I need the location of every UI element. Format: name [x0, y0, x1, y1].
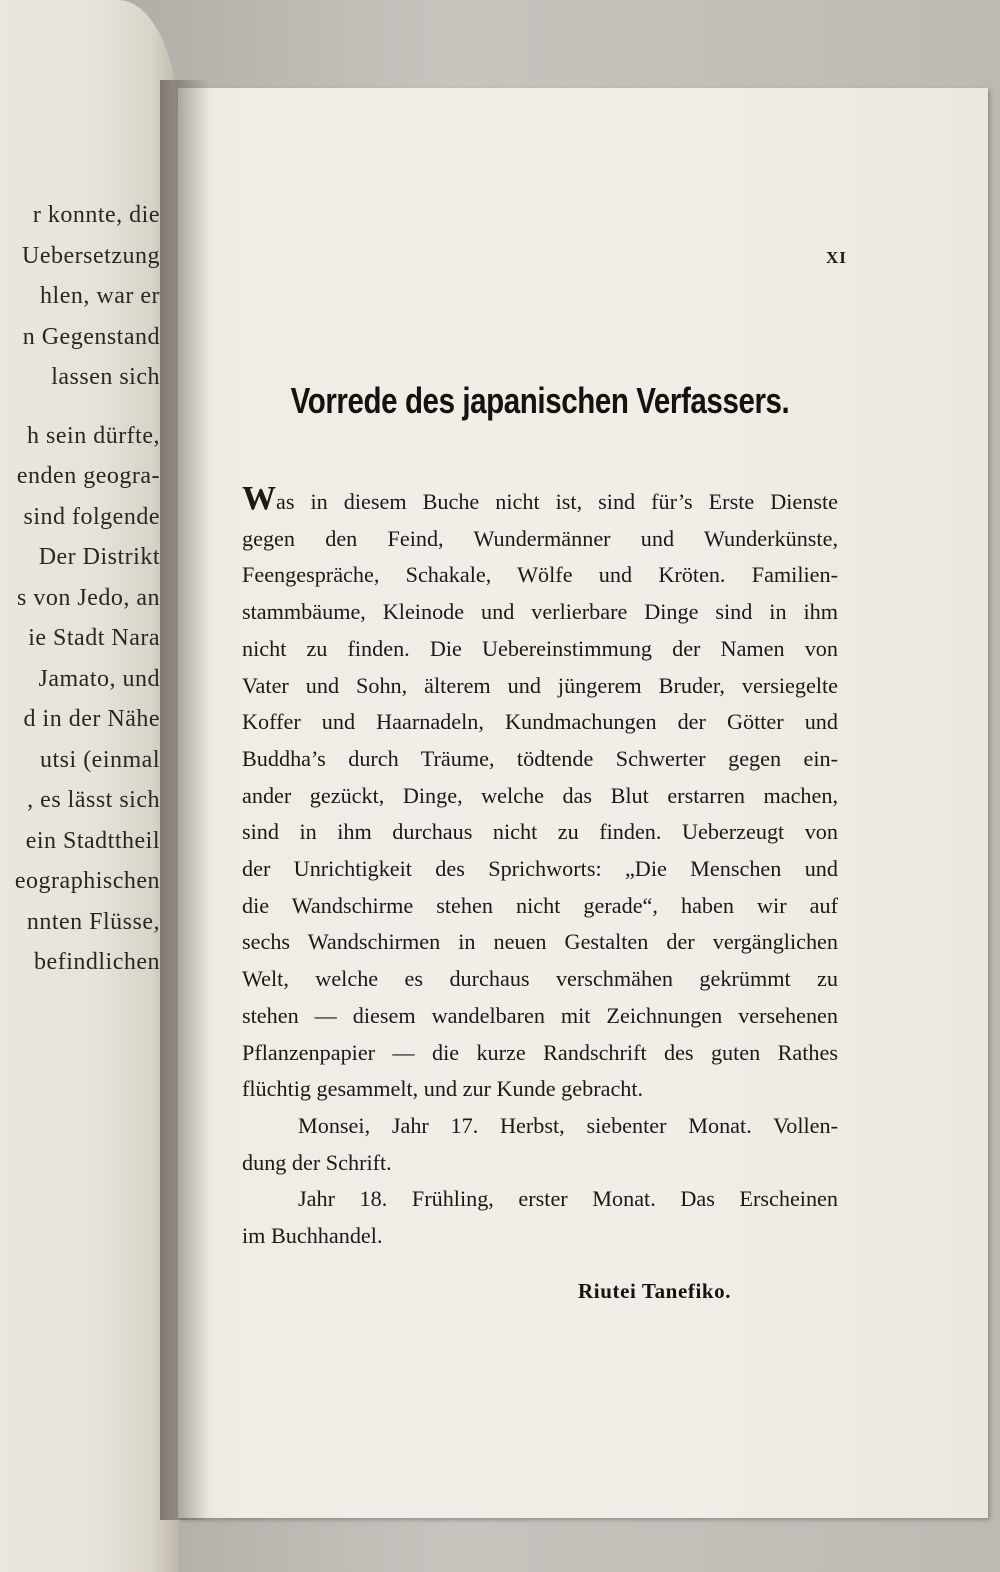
left-line: nnten Flüsse,	[26, 908, 160, 935]
page-number: XI	[826, 248, 847, 267]
left-line: hlen, war er	[40, 283, 160, 309]
drop-cap: W	[242, 480, 276, 517]
text-line: Vater und Sohn, älterem und jüngerem Bruder, versiegelte	[242, 672, 838, 698]
left-line: Der Distrikt	[38, 544, 160, 570]
left-line: , es lässt sich	[27, 787, 160, 813]
left-line: d in der Nähe	[23, 706, 160, 732]
left-line: enden geogra-	[16, 463, 160, 489]
left-line: s von Jedo, an	[17, 584, 160, 611]
page-title: Vorrede des japanischen Verfassers.	[290, 380, 790, 421]
date-line: im Buchhandel.	[242, 1223, 383, 1249]
text-line	[242, 482, 838, 521]
text-line: sechs Wandschirmen in neuen Gestalten der vergänglichen	[242, 929, 838, 955]
text-line: Koffer und Haarnadeln, Kundmachungen der Götter und	[242, 709, 838, 735]
text-line: sind in ihm durchaus nicht zu finden. Ueberzeugt von	[242, 819, 838, 845]
text-line: stehen — diesem wandelbaren mit Zeichnungen versehenen	[242, 1002, 838, 1028]
left-page	[0, 0, 178, 1572]
text-line: der Unrichtigkeit des Sprichworts: „Die Menschen und	[242, 856, 838, 882]
text-line: Pflanzenpapier — die kurze Randschrift des guten Rathes	[242, 1039, 838, 1065]
left-line: eographischen	[14, 868, 160, 894]
gutter-shadow	[160, 80, 210, 1520]
left-line: r konnte, die	[32, 202, 160, 228]
left-line: h sein dürfte,	[27, 422, 160, 449]
text-line: Buddha’s durch Träume, tödtende Schwerter gegen ein-	[242, 745, 838, 771]
text-line: stammbäume, Kleinode und verlierbare Dinge sind in ihm	[242, 599, 838, 625]
left-line: Uebersetzung	[22, 242, 160, 269]
left-line: ein Stadttheil	[25, 827, 160, 854]
left-line: Jamato, und	[38, 665, 160, 692]
text-line: nicht zu finden. Die Uebereinstimmung der Namen von	[242, 635, 838, 661]
left-line: sind folgende	[23, 503, 160, 530]
left-line: utsi (einmal	[40, 746, 160, 773]
left-line: ie Stadt Nara	[28, 625, 160, 651]
text-line: Feengespräche, Schakale, Wölfe und Kröten. Familien-	[242, 562, 838, 588]
author-signature: Riutei Tanefiko.	[578, 1279, 732, 1303]
text-line: gegen den Feind, Wundermänner und Wunderkünste,	[242, 525, 838, 551]
left-page-text	[0, 195, 160, 983]
left-line: n Gegenstand	[22, 323, 160, 350]
preface-text	[242, 482, 838, 1255]
text-line: die Wandschirme stehen nicht gerade“, haben wir auf	[242, 892, 838, 918]
text-line: flüchtig gesammelt, und zur Kunde gebracht.	[242, 1076, 644, 1102]
text-line: ander gezückt, Dinge, welche das Blut erstarren machen,	[242, 782, 838, 808]
date-line: dung der Schrift.	[242, 1149, 392, 1175]
left-line: lassen sich	[51, 364, 160, 390]
text-line-rest: as in diesem Buche nicht ist, sind für’s Erste Dienste	[276, 489, 838, 514]
date-line: Monsei, Jahr 17. Herbst, siebenter Monat. Vollen-	[298, 1112, 838, 1138]
left-line: befindlichen	[34, 949, 160, 975]
text-line: Welt, welche es durchaus verschmähen gekrümmt zu	[242, 966, 838, 992]
date-line: Jahr 18. Frühling, erster Monat. Das Erscheinen	[298, 1186, 838, 1212]
